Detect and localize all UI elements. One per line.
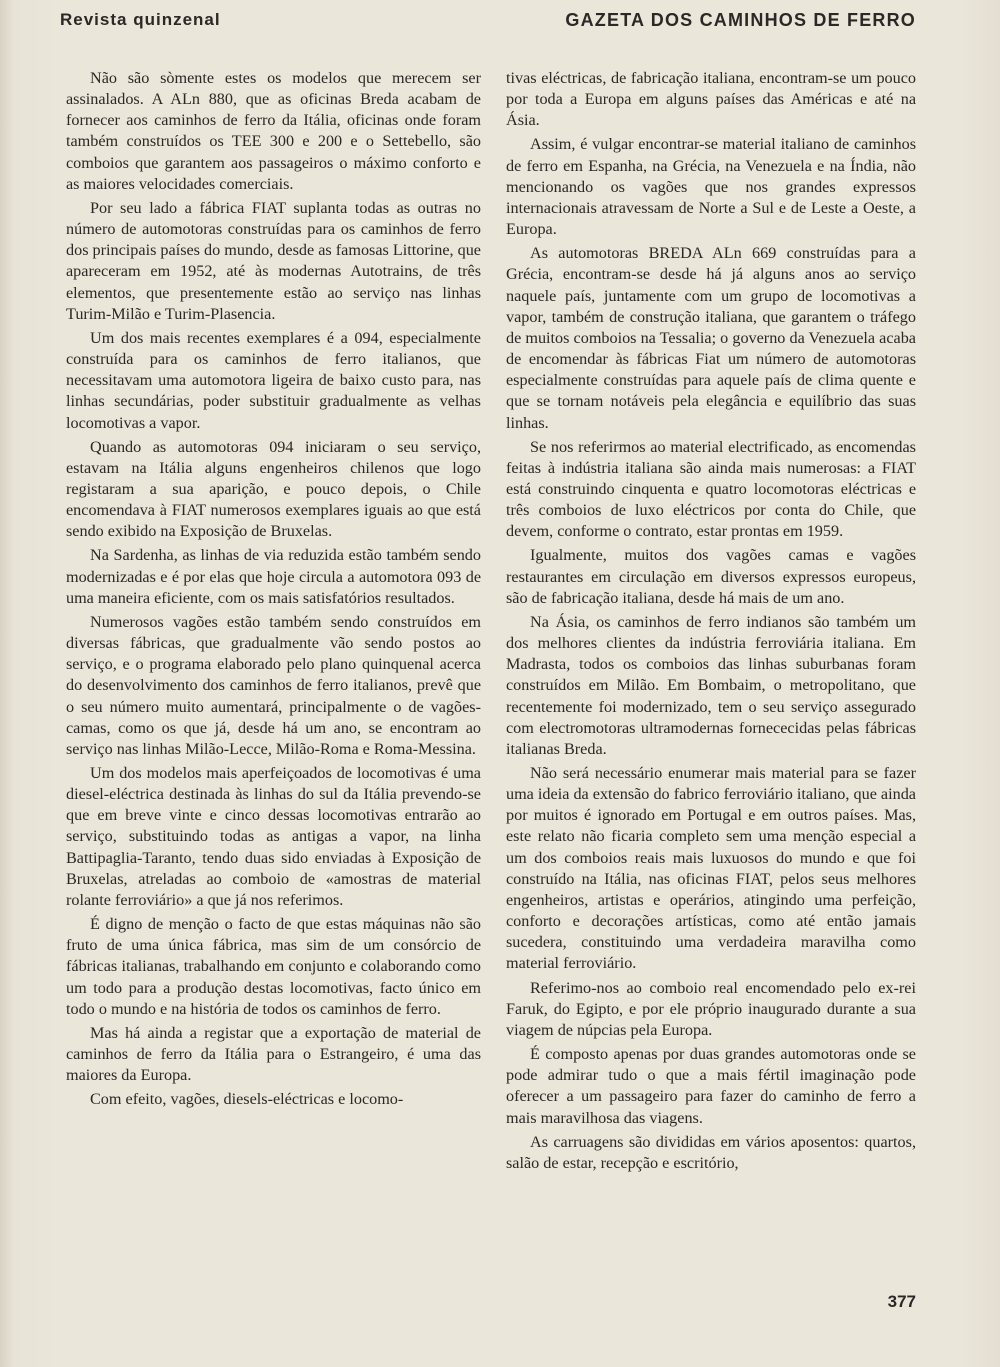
paragraph-continuation: tivas eléctricas, de fabricação italiana, encontram-se um pouco por toda a Europa em alguns países das Américas e até na Ásia. bbox=[506, 69, 916, 130]
paragraph: Assim, é vulgar encontrar-se material italiano de caminhos de ferro em Espanha, na Grécia, na Venezuela e na Índia, não mencionando os vagões que nos grandes expressos internacionais atravessam de Norte a Sul e de Leste a Oeste, a Europa. bbox=[506, 135, 916, 239]
paragraph: Na Sardenha, as linhas de via reduzida estão também sendo modernizadas e é por elas que hoje circula a automotora 093 de uma maneira eficiente, com os mais satisfatórios resultados. bbox=[66, 546, 481, 607]
paragraph: Não são sòmente estes os modelos que merecem ser assinalados. A ALn 880, que as oficinas Breda acabam de fornecer aos caminhos de ferro da Itália, oficinas onde foram também construídos os TEE 300 e 200 e o Settebello, são comboios que garantem aos passageiros o máximo conforto e as maiores velocidades comerciais. bbox=[66, 69, 481, 193]
paragraph: Referimo-nos ao comboio real encomendado pelo ex-rei Faruk, do Egipto, e por ele próprio inaugurado durante a sua viagem de núpcias pela Europa. bbox=[506, 978, 916, 1039]
paragraph: Se nos referirmos ao material electrificado, as encomendas feitas à indústria italiana são ainda mais numerosas: a FIAT está construindo cinquenta e quatro locomotoras eléctricas e três comboios de luxo eléctricos por conta do Chile, que devem, conforme o contrato, estar prontas em 1959. bbox=[506, 437, 916, 541]
running-head-left: Revista quinzenal bbox=[60, 10, 221, 29]
paragraph: É digno de menção o facto de que estas máquinas não são fruto de uma única fábrica, mas sim de um consórcio de fábricas italianas, trabalhando em conjunto e colaborando como um todo para a produção destas locomotivas, facto único em todo o mundo e na história de todos os caminhos de ferro. bbox=[66, 915, 481, 1018]
paragraph: É composto apenas por duas grandes automotoras onde se pode admirar tudo o que a mais fértil imaginação pode oferecer a um passageiro para fazer do caminho de ferro a mais maravilhosa das viagens. bbox=[506, 1045, 916, 1127]
paragraph: Um dos modelos mais aperfeiçoados de locomotivas é uma diesel-eléctrica destinada às linhas do sul da Itália prevendo-se que em breve vinte e cinco dessas locomotivas entrarão ao serviço, substituindo todas as antigas a vapor, na linha Battipaglia-Taranto, tendo duas sido enviadas à Exposição de Bruxelas, atreladas ao comboio de «amostras de material rolante ferroviário» a que já nos referimos. bbox=[66, 764, 481, 909]
paragraph: Com efeito, vagões, diesels-eléctricas e locomo- bbox=[90, 1090, 404, 1109]
paragraph: As automotoras BREDA ALn 669 construídas para a Grécia, encontram-se desde há já alguns anos ao serviço naquele país, juntamente com um grupo de locomotivas a vapor, também de construção italiana, que garantem o tráfego de muitos comboios na Tessalia; o governo da Venezuela acaba de encomendar às fábricas Fiat um número de automotoras especialmente construídas para aquele país de clima quente e que se tornam notáveis pela elegância e equilíbrio das suas linhas. bbox=[506, 244, 916, 432]
right-column bbox=[506, 68, 916, 1174]
paragraph: Um dos mais recentes exemplares é a 094, especialmente construída para os caminhos de ferro italianos, que necessitavam uma automotora ligeira de baixo custo para, nas linhas secundárias, poder substituir gradualmente as velhas locomotivas a vapor. bbox=[66, 328, 481, 432]
paragraph: Por seu lado a fábrica FIAT suplanta todas as outras no número de automotoras construídas para os caminhos de ferro dos principais países do mundo, desde as famosas Littorine, que apareceram em 1952, até às modernas Autotrains, de três elementos, que presentemente estão ao serviço nas linhas Turim-Milão e Turim-Plasencia. bbox=[66, 198, 481, 323]
paragraph: Não será necessário enumerar mais material para se fazer uma ideia da extensão do fabrico ferroviário italiano, que ainda por muitos é ignorado em Portugal e em outros países. Mas, este relato não ficaria completo sem uma menção especial a um dos comboios reais mais luxuosos do mundo e que foi construído na Itália, nas oficinas FIAT, pelos seus melhores engenheiros, artistas e operários, atingindo uma perfeição, conforto e decorações artísticas, como até então jamais sucedera, constituindo uma verdadeira maravilha como material ferroviário. bbox=[506, 764, 916, 973]
paragraph: As carruagens são divididas em vários aposentos: quartos, salão de estar, recepção e escritório, bbox=[506, 1132, 916, 1172]
paragraph: Quando as automotoras 094 iniciaram o seu serviço, estavam na Itália alguns engenheiros chilenos que logo registaram a sua aparição, e pouco depois, o Chile encomendava à FIAT numerosos exemplares iguais ao que está sendo exibido na Exposição de Bruxelas. bbox=[66, 437, 481, 541]
paragraph: Igualmente, muitos dos vagões camas e vagões restaurantes em circulação em diversos expressos europeus, são de fabricação italiana, desde há mais de um ano. bbox=[506, 546, 916, 607]
left-column bbox=[66, 68, 481, 1111]
paragraph: Mas há ainda a registar que a exportação de material de caminhos de ferro da Itália para o Estrangeiro, é uma das maiores da Europa. bbox=[66, 1023, 481, 1085]
running-head-right: GAZETA DOS CAMINHOS DE FERRO bbox=[565, 10, 916, 30]
page-number: 377 bbox=[887, 1292, 916, 1311]
paragraph: Numerosos vagões estão também sendo construídos em diversas fábricas, que gradualmente vão sendo postos ao serviço, e o programa elaborado pelo plano quinquenal acerca do desenvolvimento dos caminhos de ferro italianos, prevê que o seu número muito aumentará, principalmente o de vagões-camas, como os que já, desde há um ano, se encontram ao serviço nas linhas Milão-Lecce, Milão-Roma e Roma-Messina. bbox=[66, 612, 481, 758]
paragraph: Na Ásia, os caminhos de ferro indianos são também um dos melhores clientes da indústria ferroviária italiana. Em Madrasta, todos os comboios das linhas suburbanas foram construídos em Milão. Em Bombaim, o metropolitano, que recentemente foi modernizado, tem o seu serviço assegurado com electromotoras ultramodernas fornececidas pelas fábricas italianas Breda. bbox=[506, 612, 916, 758]
